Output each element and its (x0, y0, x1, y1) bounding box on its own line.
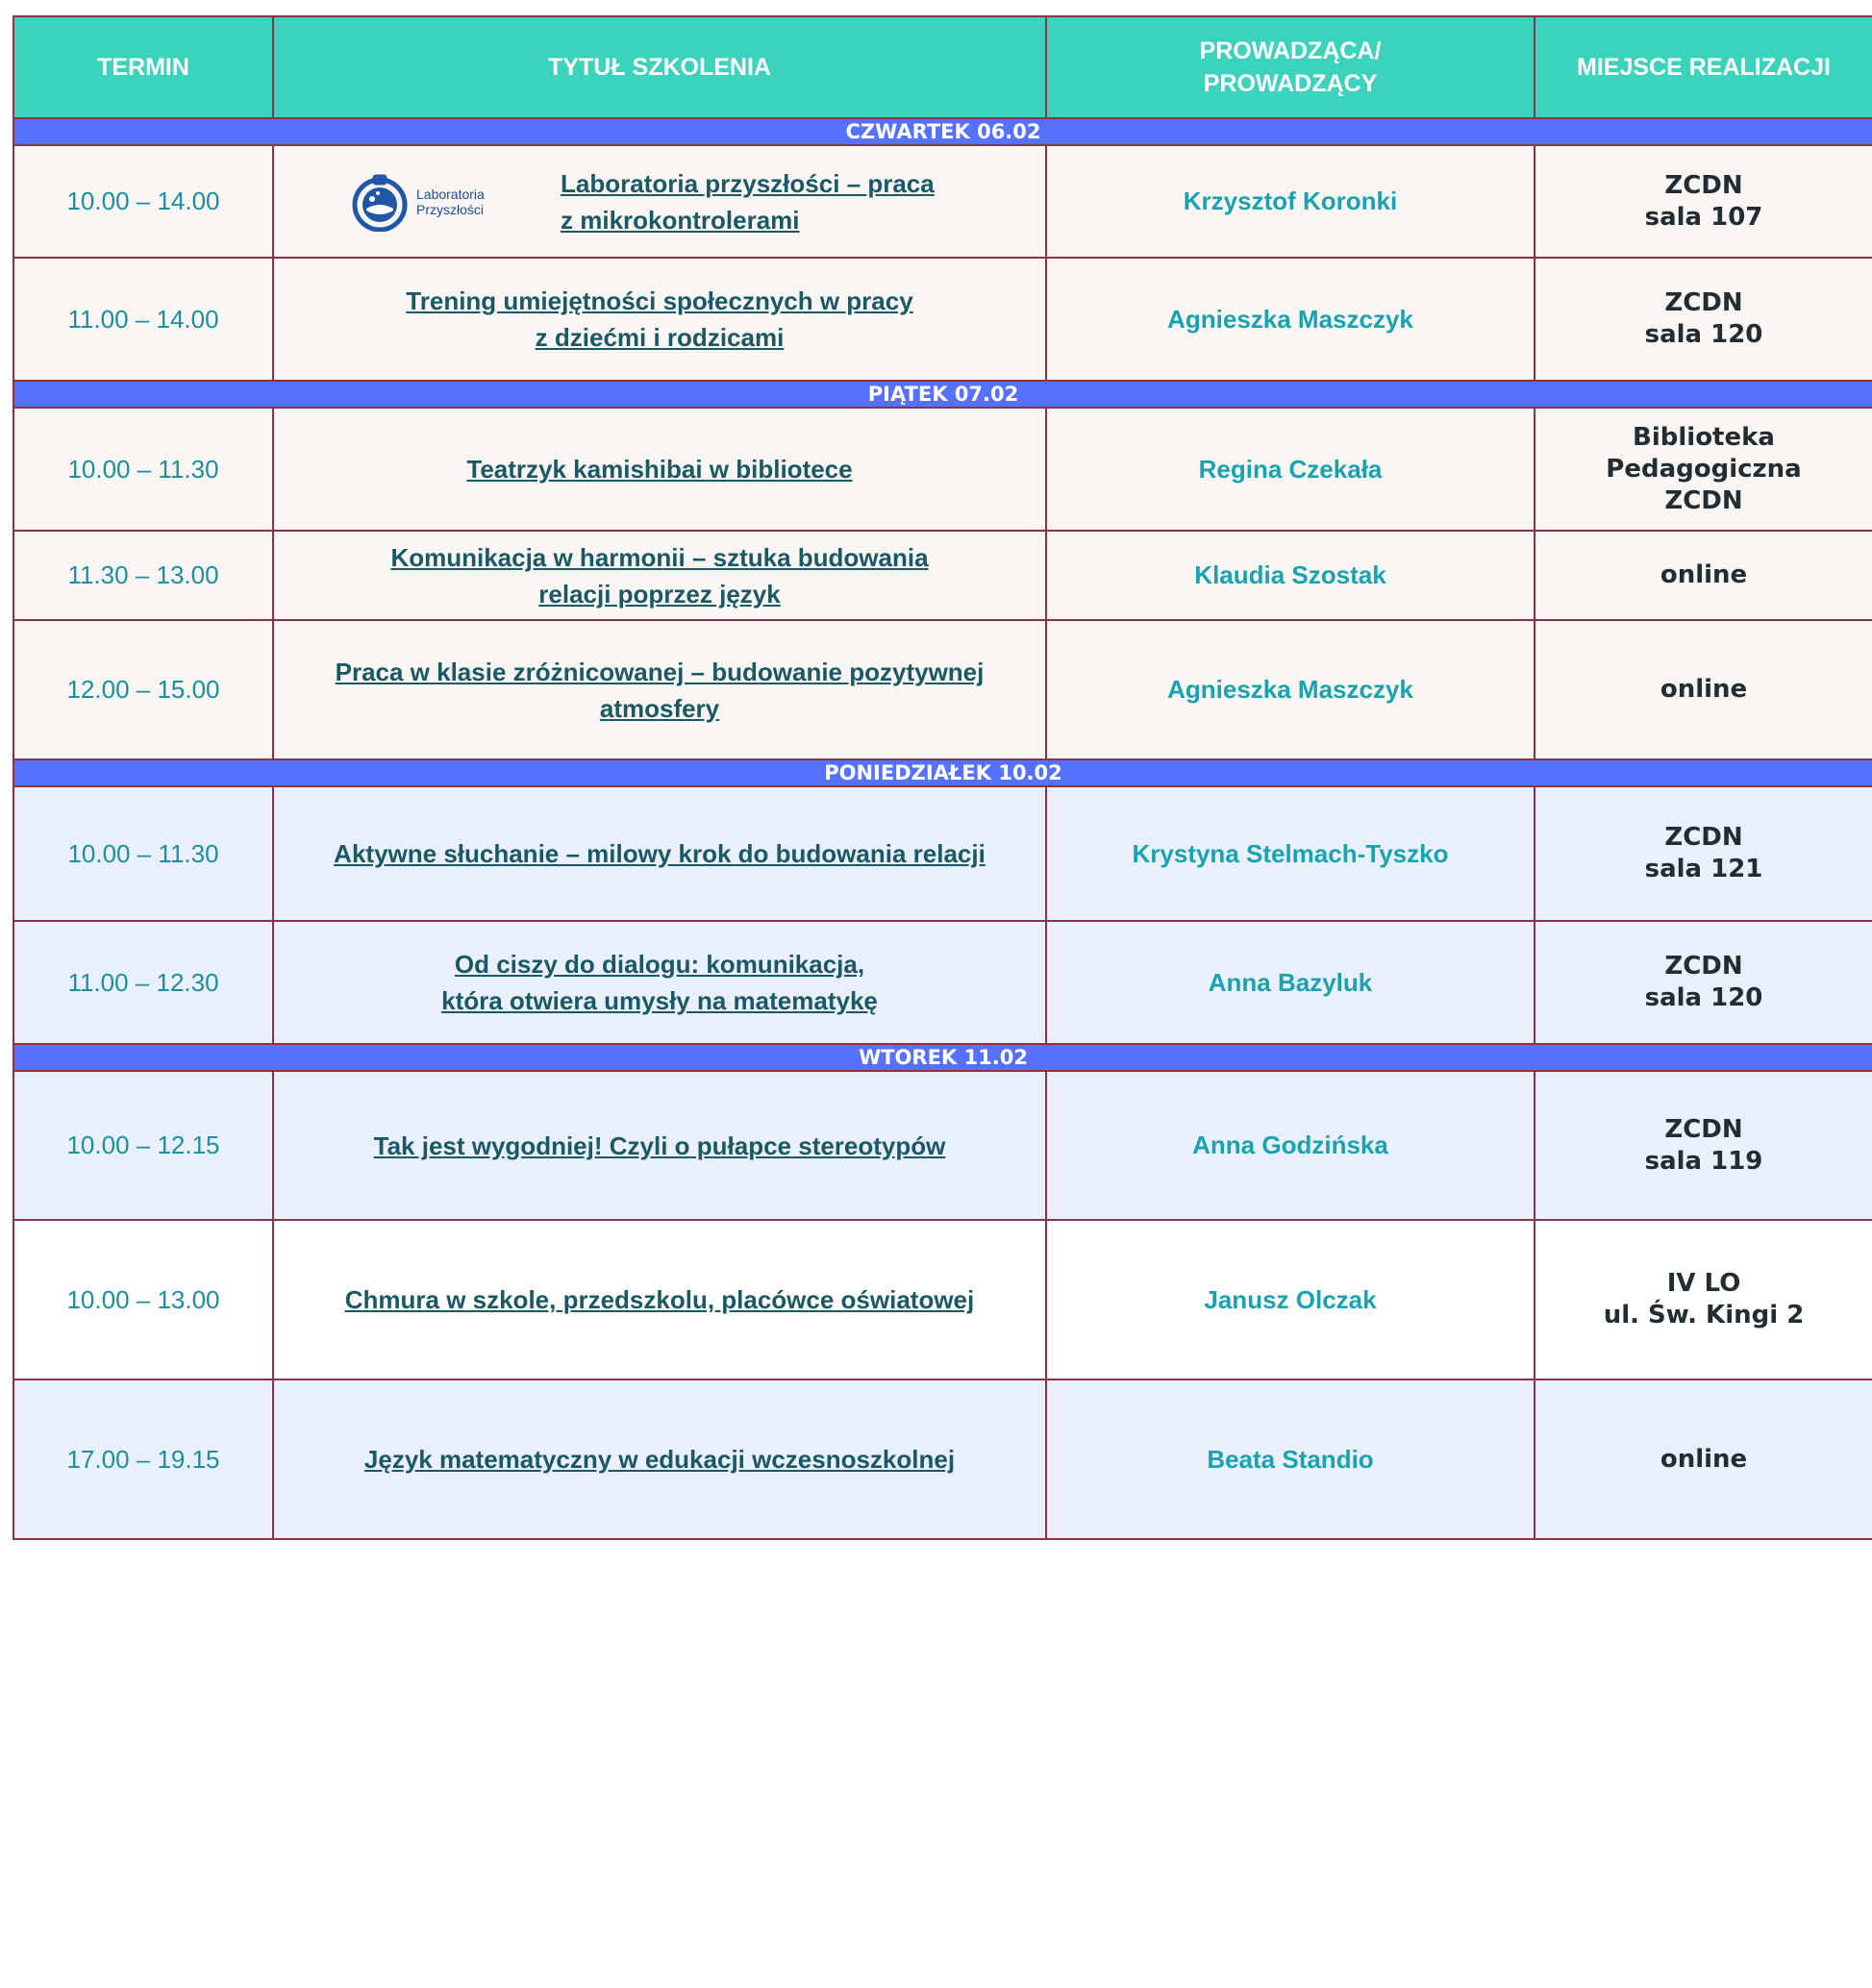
session-title-link[interactable] (274, 1441, 1045, 1478)
session-title-line: z mikrokontrolerami (561, 205, 800, 235)
session-time: 10.00 – 12.15 (13, 1071, 273, 1220)
session-row (13, 531, 1872, 620)
session-row (13, 258, 1872, 381)
session-title-cell (273, 258, 1046, 381)
day-header-row (13, 1044, 1872, 1071)
session-leader: Beata Standio (1046, 1379, 1535, 1539)
session-row (13, 408, 1872, 531)
place-line: Biblioteka Pedagogiczna (1606, 422, 1802, 484)
day-label: WTOREK 11.02 (859, 1046, 1028, 1069)
session-title-link[interactable] (274, 654, 1045, 727)
place-line: ZCDN (1664, 485, 1743, 515)
laboratoria-przyszlosci-logo (351, 172, 561, 232)
day-header-row (13, 118, 1872, 145)
session-title-line: Język matematyczny w edukacji wczesnoszkolnej (363, 1445, 956, 1474)
session-place (1535, 531, 1872, 620)
day-header (13, 381, 1872, 408)
day-label: PIĄTEK 07.02 (867, 383, 1019, 406)
session-title-cell (273, 145, 1046, 258)
session-title-cell (273, 620, 1046, 759)
logo-text (416, 186, 485, 217)
header-termin: TERMIN (13, 16, 273, 118)
session-leader: Regina Czekała (1046, 408, 1535, 531)
session-time: 10.00 – 11.30 (13, 786, 273, 921)
header-title: TYTUŁ SZKOLENIA (273, 16, 1046, 118)
header-row (13, 16, 1872, 118)
flask-logo-icon (351, 172, 409, 232)
session-title-link[interactable] (274, 835, 1045, 872)
session-time: 10.00 – 11.30 (13, 408, 273, 531)
place-line: ZCDN (1664, 823, 1743, 852)
header-leader-line2: PROWADZĄCY (1203, 70, 1378, 97)
session-leader: Agnieszka Maszczyk (1046, 258, 1535, 381)
place-line: sala 119 (1644, 1146, 1763, 1176)
session-place (1535, 258, 1872, 381)
logo-text-line: Laboratoria (416, 186, 485, 202)
place-line: IV LO (1666, 1269, 1741, 1298)
day-label: PONIEDZIAŁEK 10.02 (824, 761, 1062, 784)
place-line: ZCDN (1664, 288, 1743, 317)
session-row (13, 620, 1872, 759)
session-place (1535, 786, 1872, 921)
session-time: 11.00 – 12.30 (13, 921, 273, 1044)
lab-title-wrap (274, 165, 1045, 238)
session-title-link[interactable] (274, 946, 1045, 1019)
place-line: sala 120 (1644, 983, 1763, 1012)
session-leader: Krystyna Stelmach-Tyszko (1046, 786, 1535, 921)
place-line: online (1660, 675, 1748, 704)
session-leader: Krzysztof Koronki (1046, 145, 1535, 258)
session-title-line: Aktywne słuchanie – milowy krok do budowania relacji (334, 839, 986, 868)
session-title-cell (273, 408, 1046, 531)
place-line: sala 120 (1644, 320, 1763, 349)
session-row (13, 1220, 1872, 1379)
session-row (13, 145, 1872, 258)
day-header (13, 118, 1872, 145)
place-line: sala 107 (1644, 202, 1763, 232)
place-line: ZCDN (1664, 952, 1743, 981)
session-title-link[interactable] (274, 283, 1045, 356)
session-row (13, 921, 1872, 1044)
header-leader (1046, 16, 1535, 118)
session-leader: Agnieszka Maszczyk (1046, 620, 1535, 759)
session-title-cell (273, 531, 1046, 620)
session-title-line: Komunikacja w harmonii – sztuka budowania (390, 542, 929, 572)
session-title-line: relacji poprzez język (538, 579, 781, 609)
session-title-link[interactable] (274, 451, 1045, 487)
session-place (1535, 1071, 1872, 1220)
session-title-line: która otwiera umysły na matematykę (441, 986, 878, 1015)
session-leader: Anna Bazyluk (1046, 921, 1535, 1044)
session-title-line: Chmura w szkole, przedszkolu, placówce oświatowej (344, 1285, 975, 1314)
session-title-line: Od ciszy do dialogu: komunikacja, (454, 950, 865, 979)
session-time: 11.30 – 13.00 (13, 531, 273, 620)
session-title-line: Trening umiejętności społecznych w pracy (406, 286, 913, 315)
session-title-line: atmosfery (599, 693, 720, 723)
session-title-cell (273, 1379, 1046, 1539)
session-place (1535, 408, 1872, 531)
session-title-link[interactable] (274, 539, 1045, 612)
session-title-line: Tak jest wygodniej! Czyli o pułapce stereotypów (373, 1131, 946, 1160)
logo-text-line: Przyszłości (416, 201, 485, 217)
schedule-body (13, 118, 1872, 1539)
session-title-link[interactable] (561, 165, 935, 238)
session-title-line: Teatrzyk kamishibai w bibliotece (466, 455, 853, 484)
session-title-line: Laboratoria przyszłości – praca (561, 168, 935, 198)
session-title-cell (273, 786, 1046, 921)
session-place (1535, 921, 1872, 1044)
place-line: ul. Św. Kingi 2 (1603, 1301, 1805, 1329)
session-title-cell (273, 1220, 1046, 1379)
training-schedule-table (12, 15, 1872, 1540)
session-time: 10.00 – 14.00 (13, 145, 273, 258)
session-time: 17.00 – 19.15 (13, 1379, 273, 1539)
session-leader: Klaudia Szostak (1046, 531, 1535, 620)
session-place (1535, 1220, 1872, 1379)
session-title-link[interactable] (274, 1128, 1045, 1164)
place-line: ZCDN (1664, 170, 1743, 200)
day-header (13, 759, 1872, 786)
day-header (13, 1044, 1872, 1071)
session-leader: Janusz Olczak (1046, 1220, 1535, 1379)
day-header-row (13, 381, 1872, 408)
session-title-line: z dziećmi i rodzicami (535, 323, 785, 352)
place-line: ZCDN (1664, 1114, 1743, 1144)
place-line: online (1660, 1444, 1748, 1474)
header-place: MIEJSCE REALIZACJI (1535, 16, 1872, 118)
session-title-cell (273, 1071, 1046, 1220)
session-time: 11.00 – 14.00 (13, 258, 273, 381)
day-header-row (13, 759, 1872, 786)
session-time: 12.00 – 15.00 (13, 620, 273, 759)
session-title-link[interactable] (274, 1281, 1045, 1318)
session-time: 10.00 – 13.00 (13, 1220, 273, 1379)
session-title-line: Praca w klasie zróżnicowanej – budowanie pozytywnej (335, 657, 985, 686)
session-row (13, 1071, 1872, 1220)
place-line: online (1660, 560, 1748, 589)
session-row (13, 1379, 1872, 1539)
session-leader: Anna Godzińska (1046, 1071, 1535, 1220)
session-place (1535, 620, 1872, 759)
header-leader-line1: PROWADZĄCA/ (1199, 37, 1382, 64)
session-place (1535, 145, 1872, 258)
session-row (13, 786, 1872, 921)
session-place (1535, 1379, 1872, 1539)
day-label: CZWARTEK 06.02 (845, 120, 1041, 143)
session-title-cell (273, 921, 1046, 1044)
place-line: sala 121 (1644, 855, 1763, 883)
